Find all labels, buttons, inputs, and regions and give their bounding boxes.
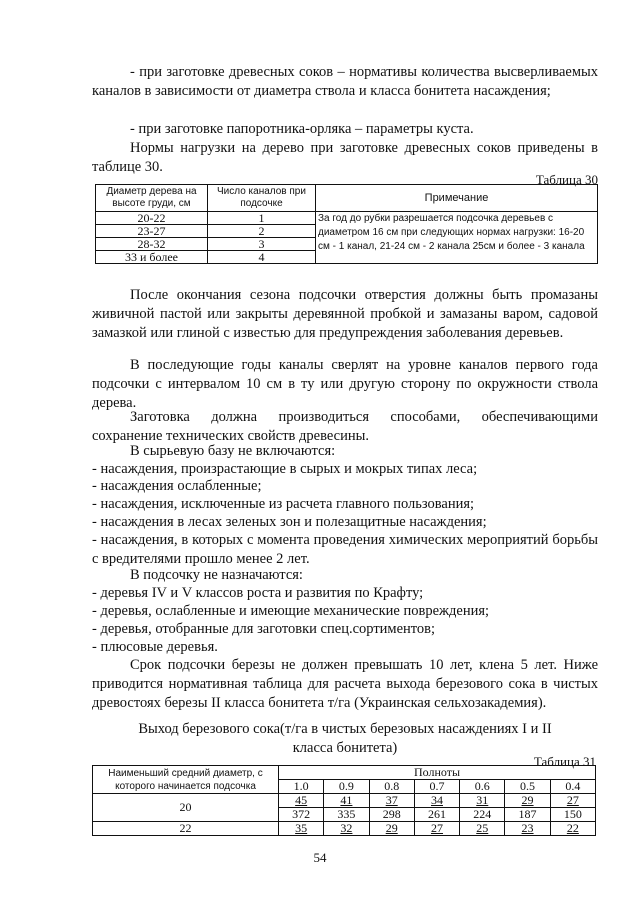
table30-cell-diameter: 33 и более xyxy=(96,251,208,264)
table31-cell: 372 xyxy=(279,808,324,822)
table-row xyxy=(96,212,598,225)
table31-caption: Таблица 31 xyxy=(533,754,596,769)
table31-cell: 22 xyxy=(550,822,595,836)
table31-cell: 335 xyxy=(324,808,369,822)
table31-cell: 150 xyxy=(550,808,595,822)
table31-density: 0.7 xyxy=(414,780,459,794)
list-item: - деревья, отобранные для заготовки спец.сортиментов; xyxy=(92,621,436,637)
table31-cell: 27 xyxy=(550,794,595,808)
table30-cell-channels: 3 xyxy=(208,238,316,251)
list-item: - деревья, ослабленные и имеющие механические повреждения; xyxy=(92,603,490,619)
table30-cell-channels: 4 xyxy=(208,251,316,264)
table-31 xyxy=(92,765,596,836)
list-item: - насаждения, в которых с момента проведения химических мероприятий борьбы с вредителями прошло менее 2 лет. xyxy=(92,532,598,567)
table31-cell: 32 xyxy=(324,822,369,836)
table31-cell: 23 xyxy=(505,822,550,836)
paragraph-5: В подсочку не назначаются: xyxy=(130,567,303,583)
table31-density: 0.8 xyxy=(369,780,414,794)
list-item: - деревья IV и V классов роста и развития по Крафту; xyxy=(92,585,424,601)
table31-row-diameter: 22 xyxy=(93,822,279,836)
table31-title: Выход березового сока(т/га в чистых березовых насаждениях I и II класса бонитета) xyxy=(138,721,552,756)
table31-density: 0.4 xyxy=(550,780,595,794)
intro-line-3: Нормы нагрузки на дерево при заготовке древесных соков приведены в таблице 30. xyxy=(92,140,598,175)
paragraph-3: Заготовка должна производиться способами, обеспечивающими сохранение технических свойств древесины. xyxy=(92,409,598,444)
table30-header-diameter: Диаметр дерева на высоте груди, см xyxy=(96,185,208,212)
table31-cell: 27 xyxy=(414,822,459,836)
table31-cell: 29 xyxy=(505,794,550,808)
table31-cell: 29 xyxy=(369,822,414,836)
table31-cell: 298 xyxy=(369,808,414,822)
table-row xyxy=(93,822,596,836)
table31-cell: 187 xyxy=(505,808,550,822)
table-row xyxy=(93,794,596,808)
list-item: - насаждения в лесах зеленых зон и полезащитные насаждения; xyxy=(92,514,487,530)
list-item: - насаждения, произрастающие в сырых и мокрых типах леса; xyxy=(92,461,478,477)
table31-cell: 41 xyxy=(324,794,369,808)
table31-cell: 37 xyxy=(369,794,414,808)
paragraph-1: После окончания сезона подсочки отверстия должны быть промазаны живичной пастой или закрыты деревянной пробкой и замазаны варом, садовой замазкой или глиной с известью для предупреждения заболевания деревьев. xyxy=(92,287,598,341)
table31-density: 1.0 xyxy=(279,780,324,794)
table30-cell-diameter: 28-32 xyxy=(96,238,208,251)
table31-density: 0.9 xyxy=(324,780,369,794)
table31-density: 0.5 xyxy=(505,780,550,794)
table30-cell-diameter: 20-22 xyxy=(96,212,208,225)
table31-row-diameter: 20 xyxy=(93,794,279,822)
list-item: - плюсовые деревья. xyxy=(92,639,218,655)
table31-cell: 45 xyxy=(279,794,324,808)
table30-header-channels: Число каналов при подсочке xyxy=(208,185,316,212)
intro-line-2: - при заготовке папоротника-орляка – параметры куста. xyxy=(130,121,474,137)
page-number: 54 xyxy=(313,850,327,865)
table31-cell: 35 xyxy=(279,822,324,836)
list-item: - насаждения, исключенные из расчета главного пользования; xyxy=(92,496,475,512)
table31-cell: 261 xyxy=(414,808,459,822)
table31-cell: 224 xyxy=(460,808,505,822)
table31-density: 0.6 xyxy=(460,780,505,794)
table31-header-diameter: Наименьший средний диаметр, с которого начинается подсочка xyxy=(93,766,279,794)
paragraph-4: В сырьевую базу не включаются: xyxy=(130,443,336,459)
table30-cell-channels: 1 xyxy=(208,212,316,225)
table30-note: За год до рубки разрешается подсочка деревьев с диаметром 16 см при следующих нормах нагрузки: 16-20 см - 1 канал, 21-24 см - 2 канала 25см и более - 3 канала xyxy=(316,212,598,264)
table30-cell-channels: 2 xyxy=(208,225,316,238)
table30-header-note: Примечание xyxy=(316,185,598,212)
list-item: - насаждения ослабленные; xyxy=(92,478,262,494)
table-30 xyxy=(95,184,598,264)
table30-cell-diameter: 23-27 xyxy=(96,225,208,238)
table31-header-density: Полноты xyxy=(279,766,596,780)
table31-cell: 34 xyxy=(414,794,459,808)
paragraph-2: В последующие годы каналы сверлят на уровне каналов первого года подсочки с интервалом 10 см в ту или другую сторону по окружности ствола дерева. xyxy=(92,357,598,411)
paragraph-6: Срок подсочки березы не должен превышать 10 лет, клена 5 лет. Ниже приводится нормативная таблица для расчета выхода березового сока в чистых древостоях березы II класса бонитета т/га (Украинская сельхозакадемия). xyxy=(92,657,598,711)
intro-line-1: - при заготовке древесных соков – нормативы количества высверливаемых каналов в зависимости от диаметра ствола и класса бонитета насаждения; xyxy=(92,64,598,99)
table30-caption: Таблица 30 xyxy=(535,172,598,187)
table31-cell: 25 xyxy=(460,822,505,836)
table31-cell: 31 xyxy=(460,794,505,808)
